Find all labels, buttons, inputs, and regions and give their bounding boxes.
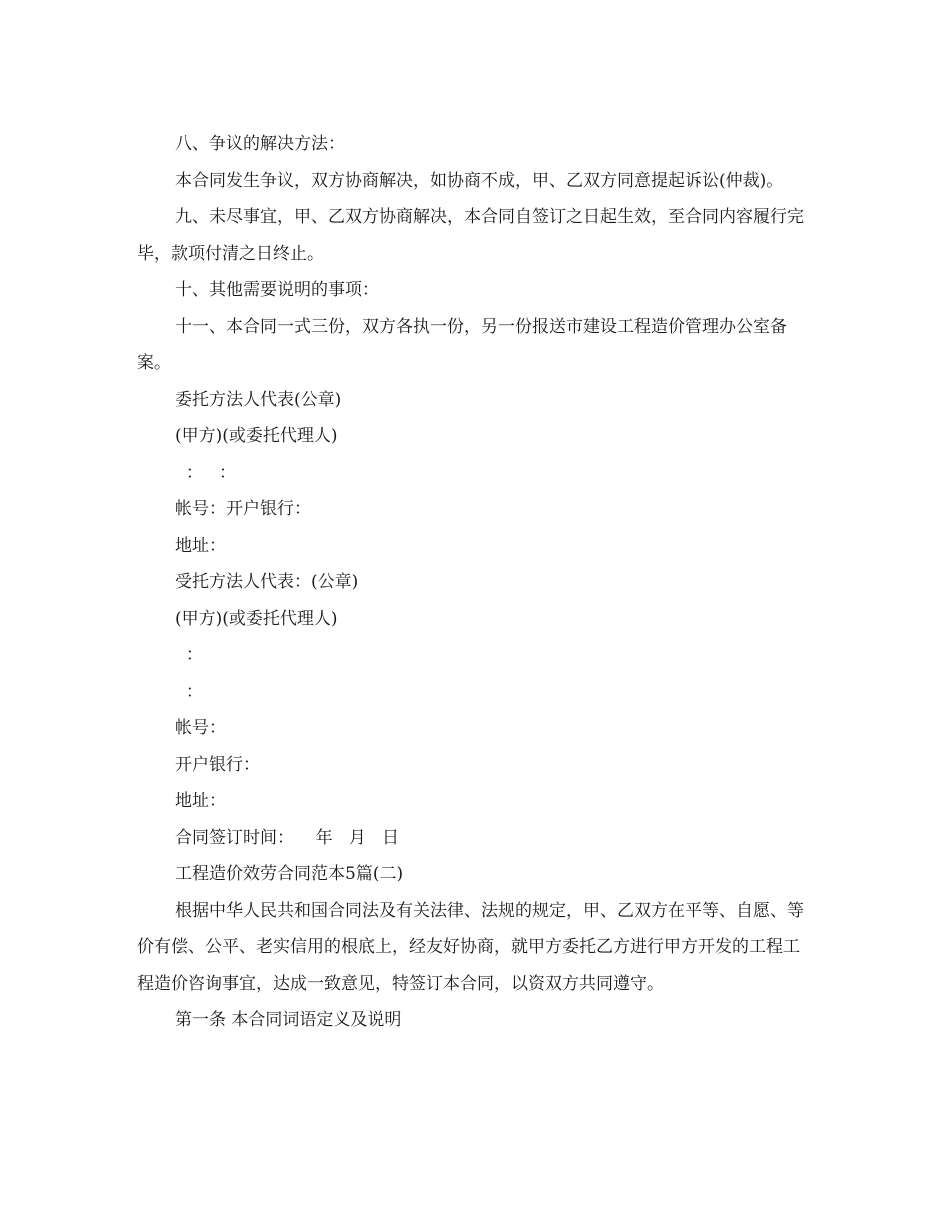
client-address-label: 地址：: [175, 535, 226, 556]
section-10-heading: 十、其他需要说明的事项：: [175, 280, 379, 300]
client-representative-label: 委托方法人代表(公章): [175, 389, 342, 410]
contractor-bank-label: 开户银行：: [175, 754, 260, 775]
client-party-label: (甲方)(或委托代理人): [175, 426, 338, 446]
preamble-paragraph: 根据中华人民共和国合同法及有关法律、法规的规定，甲、乙双方在平等、自愿、等价有偿、公平、老实信用的根底上，经友好协商，就甲方委托乙方进行甲方开发的工程工程造价咨询事宜，达成一致意见，特签订本合同，以资双方共同遵守。: [137, 900, 804, 994]
contractor-address-label: 地址：: [175, 791, 226, 811]
contractor-blank-line-1: ：: [175, 645, 203, 665]
document-body: [137, 126, 813, 1039]
contractor-party-label: (甲方)(或委托代理人): [175, 608, 338, 629]
contractor-account-label: 帐号：: [175, 718, 226, 738]
article-1-heading: 第一条 本合同词语定义及说明: [175, 1010, 402, 1030]
section-11-clause: 十一、本合同一式三份，双方各执一份，另一份报送市建设工程造价管理办公室备案。: [137, 316, 787, 373]
contractor-representative-label: 受托方法人代表：(公章): [175, 572, 359, 592]
section-title: 工程造价效劳合同范本5篇(二): [175, 864, 404, 884]
contractor-blank-line-2: ：: [175, 681, 203, 702]
client-blank-line: ： ：: [175, 462, 237, 483]
section-9-clause: 九、未尽事宜，甲、乙双方协商解决，本合同自签订之日起生效，至合同内容履行完毕，款项付清之日终止。: [137, 207, 804, 264]
section-8-heading: 八、争议的解决方法：: [175, 134, 345, 154]
client-account-bank-label: 帐号：开户银行：: [175, 499, 311, 519]
signing-date-label: 合同签订时间： 年 月 日: [175, 827, 400, 848]
dispute-clause: 本合同发生争议，双方协商解决，如协商不成，甲、乙双方同意提起诉讼(仲裁)。: [175, 170, 784, 191]
